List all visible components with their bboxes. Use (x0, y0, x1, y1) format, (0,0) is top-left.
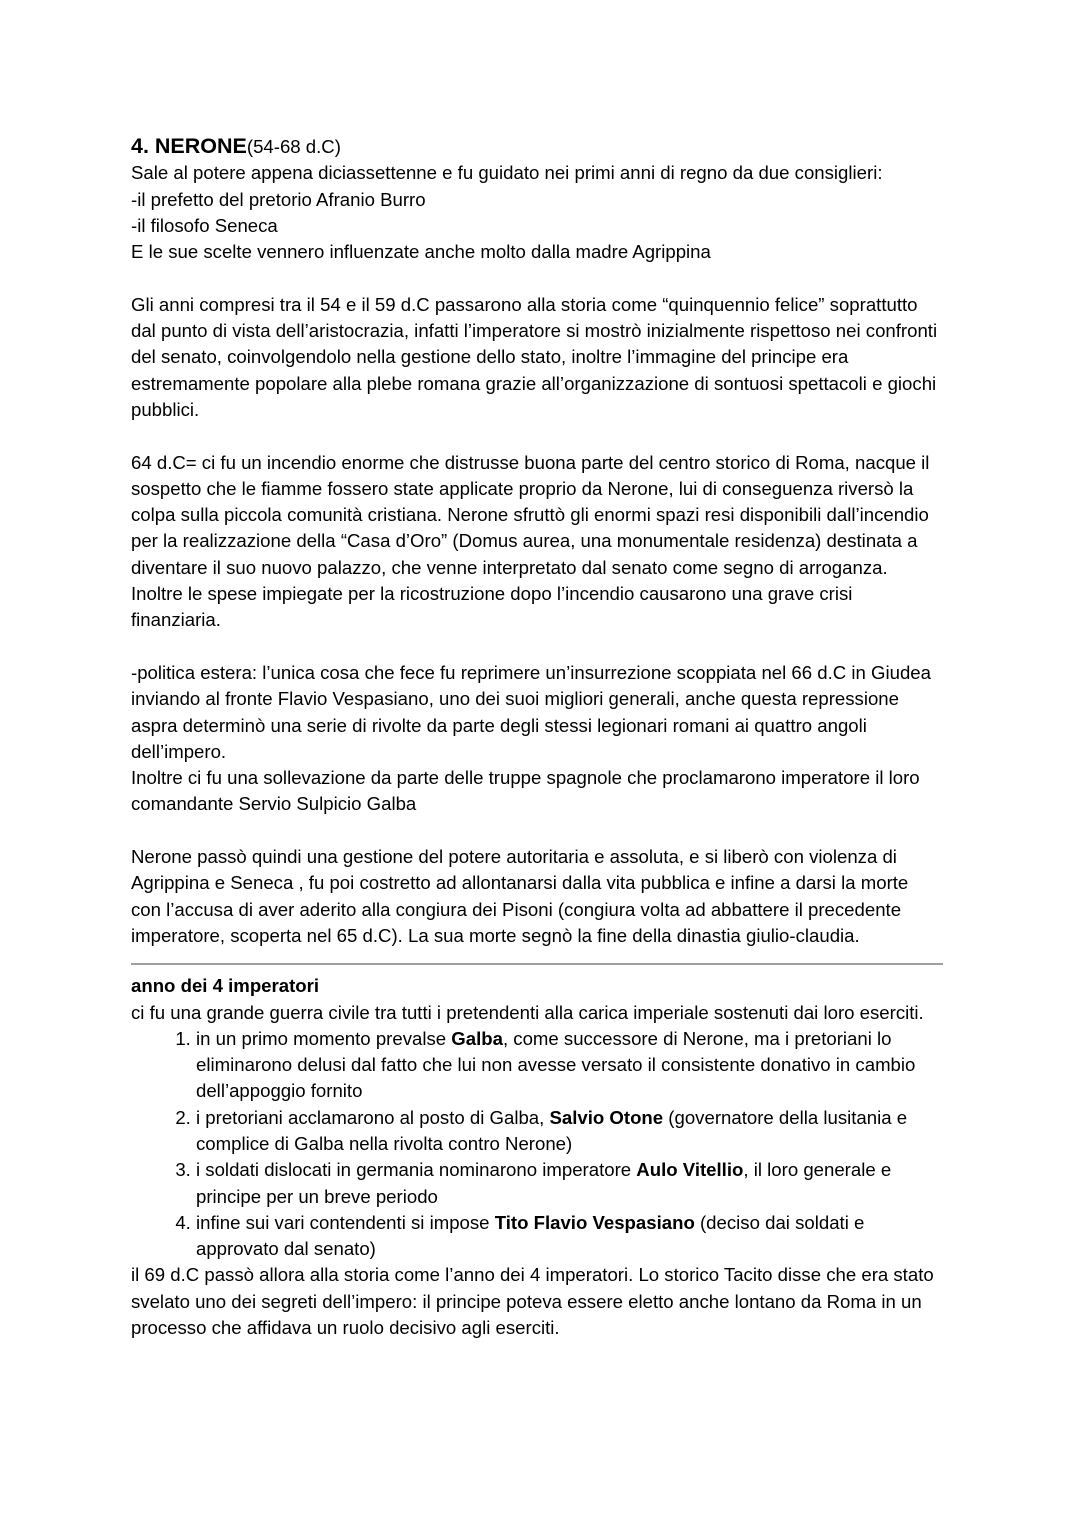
list-item: 1. in un primo momento prevalse Galba, come successore di Nerone, ma i pretoriani lo eliminarono delusi dal fatto che lui non avesse versato il consistente donativo in cambio dell’appoggio fornito (196, 1026, 943, 1105)
list-item: 3. i soldati dislocati in germania nominarono imperatore Aulo Vitellio, il loro generale e principe per un breve periodo (196, 1157, 943, 1210)
emperor-name: Galba (451, 1027, 503, 1049)
paragraph-quinquennio: Gli anni compresi tra il 54 e il 59 d.C passarono alla storia come “quinquennio felice” soprattutto dal punto di vista dell’aristocrazia, infatti l’imperatore si mostrò inizialmente rispettoso nei confronti del senato, coinvolgendolo nella gestione dello stato, inoltre l’immagine del principe era estremamente popolare alla plebe romana grazie all’organizzazione di sontuosi spettacoli e giochi pubblici. (131, 293, 938, 420)
paragraph-politica-estera: -politica estera: l’unica cosa che fece fu reprimere un’insurrezione scoppiata nel 66 d.C in Giudea inviando al fronte Flavio Vespasiano, uno dei suoi migliori generali, anche questa repressione aspra determinò una serie di rivolte da parte degli stessi legionari romani ai quattro angoli dell’impero. (131, 661, 931, 762)
paragraph-sollevazione: Inoltre ci fu una sollevazione da parte delle truppe spagnole che proclamarono imperatore il loro comandante Servio Sulpicio Galba (131, 767, 920, 815)
paragraph-morte: Nerone passò quindi una gestione del potere autoritaria e assoluta, e si liberò con violenza di Agrippina e Seneca , fu poi costretto ad allontanarsi dalla vita pubblica e infine a darsi la morte con l’accusa di aver aderito alla congiura dei Pisoni (congiura volta ad abbattere il precedente imperatore, scoperta nel 65 d.C). La sua morte segnò la fine della dinastia giulio-claudia. (131, 846, 909, 946)
section-heading-anno-4-imperatori: anno dei 4 imperatori (131, 975, 320, 997)
horizontal-divider (131, 963, 943, 965)
emperor-name: Salvio Otone (549, 1106, 664, 1128)
paragraph-gap (131, 818, 943, 844)
paragraph-incendio: 64 d.C= ci fu un incendio enorme che distrusse buona parte del centro storico di Roma, nacque il sospetto che le fiamme fossero state applicate proprio da Nerone, lui di conseguenza riversò la colpa sulla piccola comunità cristiana. Nerone sfruttò gli enormi spazi resi disponibili dall’incendio per la realizzazione della “Casa d’Oro” (Domus aurea, una monumentale residenza) destinata a diventare il suo nuovo palazzo, che venne interpretato dal senato come segno di arroganza. Inoltre le spese impiegate per la ricostruzione dopo l’incendio causarono una grave crisi finanziaria. (131, 451, 930, 631)
paragraph-gap (131, 265, 943, 291)
document-page (131, 133, 943, 1341)
intro-line: -il prefetto del pretorio Afranio Burro (131, 188, 426, 210)
intro-line: -il filosofo Seneca (131, 214, 278, 236)
emperors-list (131, 1026, 943, 1263)
emperor-name: Tito Flavio Vespasiano (494, 1211, 695, 1233)
section2-conclusion: il 69 d.C passò allora alla storia come l’anno dei 4 imperatori. Lo storico Tacito disse che era stato svelato uno dei segreti dell’impero: il principe poteva essere eletto anche lontano da Roma in un processo che affidava un ruolo decisivo agli eserciti. (131, 1264, 934, 1339)
intro-line: Sale al potere appena diciassettenne e fu guidato nei primi anni di regno da due consiglieri: (131, 162, 883, 184)
intro-line: E le sue scelte vennero influenzate anche molto dalla madre Agrippina (131, 241, 711, 263)
list-item: 4. infine sui vari contendenti si impose Tito Flavio Vespasiano (deciso dai soldati e approvato dal senato) (196, 1210, 943, 1263)
list-item: 2. i pretoriani acclamarono al posto di Galba, Salvio Otone (governatore della lusitania e complice di Galba nella rivolta contro Nerone) (196, 1105, 943, 1158)
paragraph-gap (131, 423, 943, 449)
paragraph-gap (131, 634, 943, 660)
emperor-name: Aulo Vitellio (636, 1159, 744, 1181)
section2-intro: ci fu una grande guerra civile tra tutti i pretendenti alla carica imperiale sostenuti dai loro eserciti. (131, 1001, 924, 1023)
section-heading-nerone (131, 133, 943, 160)
heading-title: 4. NERONE (131, 134, 247, 158)
heading-dates: (54-68 d.C) (246, 136, 341, 157)
